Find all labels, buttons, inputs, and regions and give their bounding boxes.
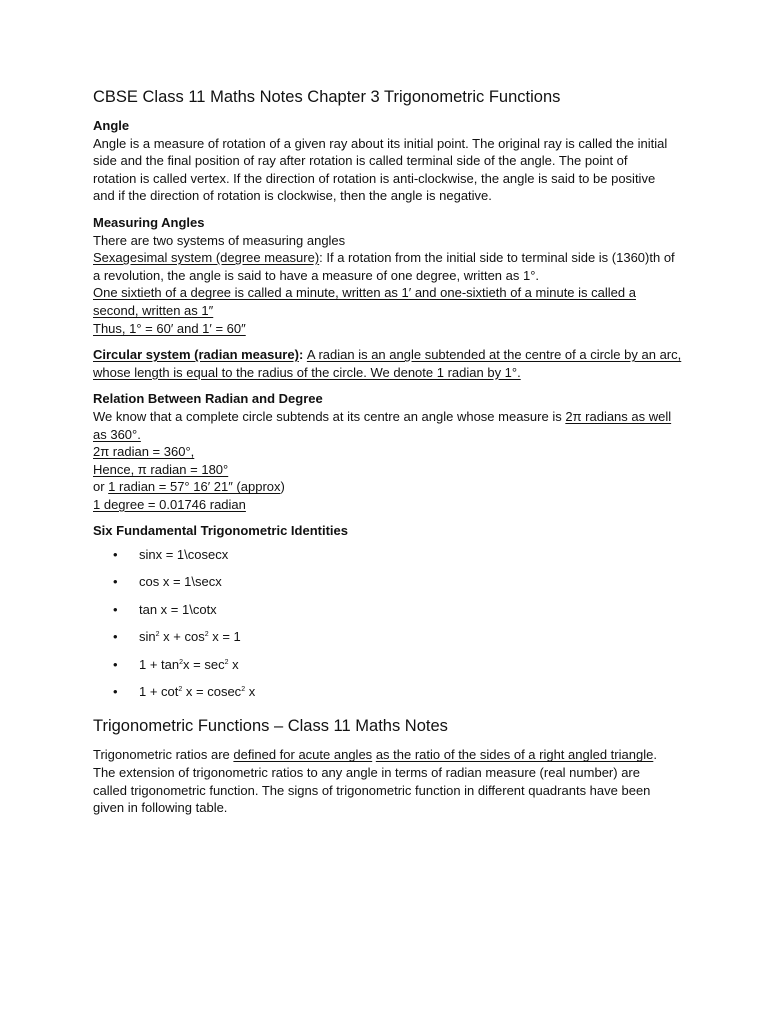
list-item [93,546,683,573]
sexagesimal-line [93,249,683,267]
identity-text: x = sec [183,656,225,672]
second-text: second, written as 1″ [93,302,214,318]
bullet-icon: • [113,547,118,563]
superscript: 2 [204,631,209,639]
superscript: 2 [241,686,246,694]
circular-text: A radian is an angle subtended at the centre of a circle by an arc, [306,347,682,363]
list-item [93,601,683,628]
relation-eq-3: 1 radian = 57° 16′ 21″ (approx [108,479,281,495]
angle-text-line: and if the direction of rotation is clockwise, then the angle is negative. [93,188,492,204]
circular-line-2 [93,364,683,382]
measuring-heading: Measuring Angles [93,214,205,230]
relation-section [93,390,683,513]
list-item [93,628,683,655]
relation-heading: Relation Between Radian and Degree [93,391,323,407]
superscript: 2 [178,686,183,694]
identity-text: sinx = 1\cosecx [139,547,229,563]
functions-period: . [653,747,657,763]
superscript: 2 [179,658,184,666]
sexagesimal-text-line: a revolution, the angle is said to have a measure of one degree, written as 1°. [93,267,540,283]
functions-line-3: called trigonometric function. The signs of trigonometric function in different quadrants have been [93,782,651,798]
sexagesimal-text: : If a rotation from the initial side to terminal side is (1360)th of [319,250,675,266]
section-heading-functions: Trigonometric Functions – Class 11 Maths Notes [93,717,448,736]
relation-or: or [93,479,109,495]
relation-line-3 [93,443,683,461]
relation-text: We know that a complete circle subtends at its centre an angle whose measure is [93,408,566,424]
superscript: 2 [224,658,229,666]
functions-text: Trigonometric ratios are [93,747,234,763]
document-content [93,86,683,817]
identity-text: x [245,684,256,700]
list-item [93,656,683,683]
thus-line [93,320,683,338]
relation-underlined: 2π radians as well [565,408,672,424]
angle-heading: Angle [93,118,130,133]
angle-section [93,117,683,205]
identity-text: x [228,656,239,672]
relation-line-2 [93,426,683,444]
bullet-icon: • [113,601,118,617]
identity-text: x = cosec [182,684,242,700]
relation-eq-1: 2π radian = 360°, [93,444,195,460]
list-item [93,683,683,710]
sexagesimal-label: Sexagesimal system (degree measure) [93,250,320,266]
identity-text: x + cos [159,629,205,645]
identities-heading: Six Fundamental Trigonometric Identities [93,523,348,539]
relation-eq-2: Hence, π radian = 180° [93,461,229,477]
bullet-icon: • [113,574,118,590]
functions-line-2: The extension of trigonometric ratios to any angle in terms of radian measure (real number) are [93,765,640,780]
minute-text: One sixtieth of a degree is called a minute, written as 1′ and one-sixtieth of a minute is called a [93,285,636,301]
angle-text-line: rotation is called vertex. If the direction of rotation is anti-clockwise, the angle is said to be positive [93,170,656,186]
page-title: CBSE Class 11 Maths Notes Chapter 3 Trigonometric Functions [93,88,561,106]
functions-line-4: given in following table. [93,800,228,816]
measuring-intro: There are two systems of measuring angles [93,232,346,248]
identity-text: 1 + tan [139,656,180,672]
angle-text-line: Angle is a measure of rotation of a given ray about its initial point. The original ray is called the initial [93,135,668,151]
functions-link-text: defined for acute angles [233,747,373,763]
identity-text: sin [139,629,156,645]
superscript: 2 [155,631,160,639]
circular-text-2: whose length is equal to the radius of the circle. We denote 1 radian by 1°. [93,364,521,380]
angle-text-line: side and the final position of ray after rotation is called terminal side of the angle. The point of [93,153,628,169]
relation-line-4 [93,461,683,479]
bullet-icon: • [113,629,118,645]
circular-section [93,346,683,381]
circular-label: Circular system (radian measure) [93,347,299,363]
relation-line-1 [93,408,683,426]
minute-line [93,284,683,302]
relation-line-5 [93,478,683,496]
relation-line-6 [93,496,683,514]
thus-text: Thus, 1° = 60′ and 1′ = 60″ [93,320,246,336]
measuring-section [93,214,683,337]
functions-link-text: as the ratio of the sides of a right angled triangle [375,747,654,763]
functions-line-1 [93,746,683,764]
identities-section [93,522,683,710]
relation-eq-4: 1 degree = 0.01746 radian [93,496,246,512]
bullet-icon: • [113,684,118,700]
circular-colon: : [298,347,307,363]
identities-list [93,546,683,710]
identity-text: 1 + cot [139,684,179,700]
relation-underlined-2: as 360°. [93,426,141,442]
list-item [93,573,683,600]
functions-section [93,746,683,816]
second-line [93,302,683,320]
bullet-icon: • [113,656,118,672]
circular-line [93,346,683,364]
relation-paren: ) [280,479,285,495]
identity-text: cos x = 1\secx [139,574,222,590]
identity-text: tan x = 1\cotx [139,601,217,617]
identity-text: x = 1 [208,629,241,645]
